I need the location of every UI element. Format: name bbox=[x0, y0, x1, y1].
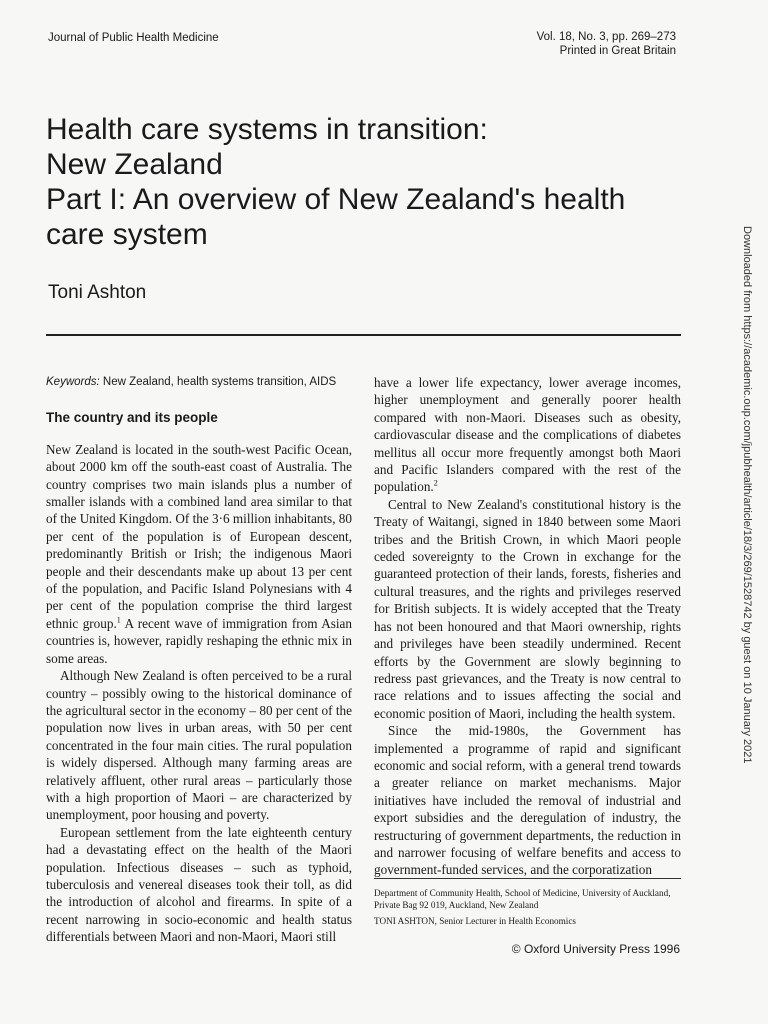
paragraph: Central to New Zealand's constitutional history is the Treaty of Waitangi, signed in 1840 between some Maori tribes and the British Crown, in which Maori people ceded sovereignty to the Crown in exchange for the guaranteed protection of their lands, forests, fisheries and cultural treasures, and the rights and privileges reserved for British subjects. It is widely accepted that the Treaty has not been honoured and that Maori ownership, rights and privileges have been steadily undermined. Recent efforts by the Government are slowly beginning to redress past grievances, and the Treaty is now central to race relations and to issues affecting the social and economic position of Maori, including the health system. bbox=[374, 496, 681, 721]
department: Department of Community Health, School of Medicine, University of Auckland, Private Bag 92 019, Auckland, New Zealand bbox=[374, 888, 671, 910]
paragraph-text: A recent wave of immigration from Asian countries is, however, rapidly reshaping the ethnic mix in some areas. bbox=[46, 615, 352, 666]
paragraph bbox=[46, 441, 352, 667]
right-column bbox=[374, 374, 681, 879]
keywords bbox=[46, 374, 352, 391]
title-line-3: Part I: An overview of New Zealand's health bbox=[46, 183, 626, 216]
paragraph bbox=[374, 374, 681, 496]
download-watermark bbox=[735, 226, 753, 786]
section-heading: The country and its people bbox=[46, 410, 218, 426]
title-line-4: care system bbox=[46, 218, 208, 251]
left-column bbox=[46, 374, 352, 946]
paragraph: European settlement from the late eighteenth century had a devastating effect on the health of the Maori population. Infectious diseases – such as typhoid, tuberculosis and venereal diseases took their toll, as did the introduction of alcohol and firearms. In spite of a recent narrowing in socio-economic and health status differentials between Maori and non-Maori, Maori still bbox=[46, 824, 352, 945]
keywords-label: Keywords: bbox=[46, 376, 100, 388]
volume-info bbox=[537, 30, 676, 58]
article-title bbox=[46, 112, 706, 252]
download-watermark-text: Downloaded from https://academic.oup.com/jpubhealth/article/18/3/269/1528742 by guest on 10 January 2021 bbox=[741, 226, 753, 764]
paragraph: Since the mid-1980s, the Government has implemented a programme of rapid and significant economic and social reform, with a general trend towards a greater reliance on market mechanisms. Major initiatives have included the removal of industrial and export subsidies and the deregulation of industry, the restructuring of government departments, the reduction in and narrower focusing of welfare benefits and access to government-funded services, and the corporatization bbox=[374, 723, 681, 878]
paragraph-text: have a lower life expectancy, lower average incomes, higher unemployment and generally poorer health compared with non-Maori. Diseases such as obesity, cardiovascular disease and the complications of diabetes mellitus all occur more frequently amongst both Maori and Pacific Islanders compared with the rest of the population. bbox=[374, 375, 681, 495]
footnote-ref: 2 bbox=[433, 479, 438, 489]
author-position: TONI ASHTON, Senior Lecturer in Health Economics bbox=[374, 916, 576, 926]
author-affiliation bbox=[374, 878, 681, 931]
volume-pages: Vol. 18, No. 3, pp. 269–273 bbox=[536, 31, 676, 43]
title-line-2: New Zealand bbox=[46, 148, 223, 181]
title-divider bbox=[46, 334, 681, 336]
footnote-ref: 1 bbox=[116, 615, 121, 625]
journal-name: Journal of Public Health Medicine bbox=[48, 32, 219, 44]
author-name: Toni Ashton bbox=[48, 282, 147, 303]
paragraph: Although New Zealand is often perceived to be a rural country – possibly owing to the historical dominance of the agricultural sector in the economy – 80 per cent of the population now lives in urban areas, with 50 per cent concentrated in the four main cities. The rural population is widely dispersed. Although many farming areas are relatively affluent, other rural areas – particularly those with a high proportion of Maori – are characterized by unemployment, poor housing and poverty. bbox=[46, 668, 352, 823]
copyright: © Oxford University Press 1996 bbox=[511, 942, 680, 956]
keywords-text: New Zealand, health systems transition, AIDS bbox=[99, 376, 337, 388]
printed-in: Printed in Great Britain bbox=[559, 45, 676, 57]
title-line-1: Health care systems in transition: bbox=[46, 113, 488, 146]
paragraph-text: New Zealand is located in the south-west Pacific Ocean, about 2000 km off the south-east coast of Australia. The country comprises two main islands plus a number of smaller islands with a combined land area similar to that of the United Kingdom. Of the 3·6 million inhabitants, 80 per cent of the population is of European descent, predominantly British or Irish; the indigenous Maori people and their descendants make up about 13 per cent of the population, and Pacific Island Polynesians with 4 per cent of the population comprise the third largest ethnic group. bbox=[46, 441, 352, 631]
